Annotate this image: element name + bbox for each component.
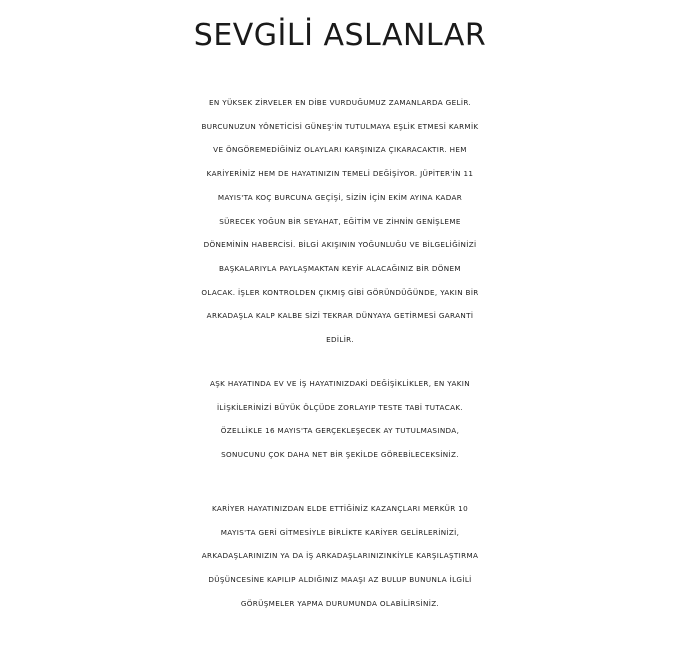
text-line: AŞK HAYATINDA EV VE İŞ HAYATINIZDAKİ DEĞİŞİKLİKLER, EN YAKIN: [210, 379, 470, 388]
text-line: EDİLİR.: [326, 335, 354, 345]
text-line: SÜRECEK YOĞUN BİR SEYAHAT, EĞİTİM VE ZİHNİN GENİŞLEME: [219, 216, 461, 226]
text-line: ARKADAŞLARINIZIN YA DA İŞ ARKADAŞLARINIZINKİYLE KARŞILAŞTIRMA: [201, 551, 479, 561]
text-line: KARİYER HAYATINIZDAN ELDE ETTİĞİNİZ KAZANÇLARI MERKÜR 10: [211, 504, 469, 513]
text-line: İLİŞKİLERİNİZİ BÜYÜK ÖLÇÜDE ZORLAYIP TESTE TABİ TUTACAK.: [216, 402, 464, 412]
text-line: SONUCUNU ÇOK DAHA NET BİR ŞEKİLDE GÖREBİLECEKSİNİZ.: [221, 450, 459, 460]
paragraph-career-income: [0, 497, 680, 616]
text-line: MAYIS'TA KOÇ BURCUNA GEÇİŞİ, SİZİN İÇİN EKİM AYINA KADAR: [217, 192, 463, 202]
text-line: KARİYERİNİZ HEM DE HAYATINIZIN TEMELİ DEĞİŞİYOR. JÜPİTER'İN 11: [206, 169, 474, 179]
text-line: BAŞKALARIYLA PAYLAŞMAKTAN KEYİF ALACAĞINIZ BİR DÖNEM: [219, 263, 461, 273]
text-line: ARKADAŞLA KALP KALBE SİZİ TEKRAR DÜNYAYA GETİRMESİ GARANTİ: [206, 311, 474, 321]
text-line: BURCUNUZUN YÖNETİCİSİ GÜNEŞ'İN TUTULMAYA EŞLİK ETMESİ KARMİK: [201, 121, 479, 131]
text-line: DÜŞÜNCESİNE KAPILIP ALDIĞINIZ MAAŞI AZ BULUP BUNUNLA İLGİLİ: [208, 575, 472, 585]
text-line: MAYIS'TA GERİ GİTMESİYLE BİRLİKTE KARİYER GELİRLERİNİZİ,: [220, 527, 460, 537]
paragraph-career-intro: [0, 91, 680, 352]
page-title: SEVGİLİ ASLANLAR: [193, 18, 487, 53]
text-line: EN YÜKSEK ZİRVELER EN DİBE VURDUĞUMUZ ZAMANLARDA GELİR.: [208, 98, 472, 107]
text-line: ÖZELLİKLE 16 MAYIS'TA GERÇEKLEŞECEK AY TUTULMASINDA,: [220, 426, 460, 436]
text-line: DÖNEMİNİN HABERCİSİ. BİLGİ AKIŞININ YOĞUNLUĞU VE BİLGELİĞİNİZİ: [203, 240, 477, 250]
text-line: VE ÖNGÖREMEDİĞİNİZ OLAYLARI KARŞINIZA ÇIKARACAKTIR. HEM: [213, 145, 467, 155]
text-line: GÖRÜŞMELER YAPMA DURUMUNDA OLABİLİRSİNİZ.: [240, 598, 440, 608]
text-line: OLACAK. İŞLER KONTROLDEN ÇIKMIŞ GİBİ GÖRÜNDÜĞÜNDE, YAKIN BİR: [201, 287, 479, 297]
paragraph-love-life: [0, 372, 680, 467]
